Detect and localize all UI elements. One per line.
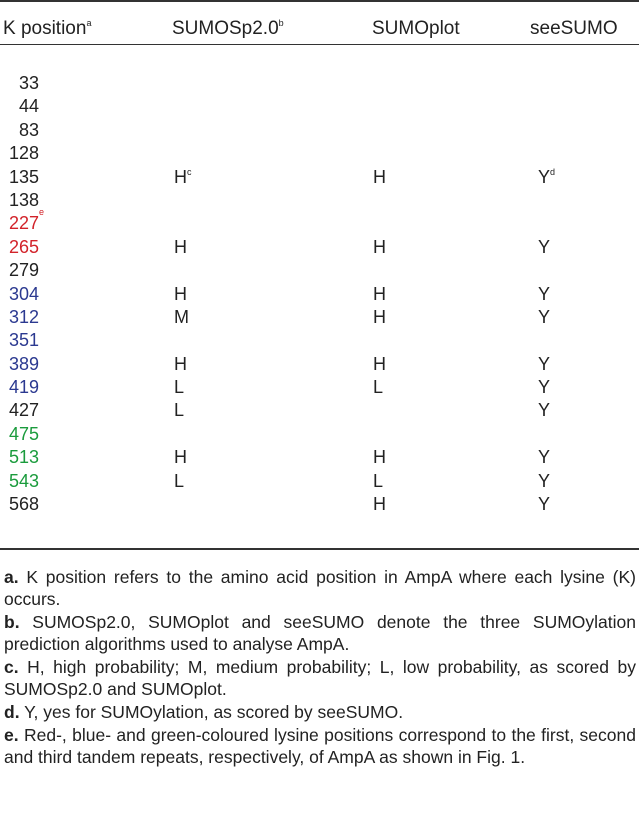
seesumo-cell: $Y^d$ xyxy=(538,166,556,187)
seesumo-cell: Y xyxy=(538,400,551,421)
sumoplot-cell: H xyxy=(373,353,386,374)
footnote-text: Red-, blue- and green-coloured lysine positions correspond to the first, second and third tandem repeats, respectively, of AmpA as shown in Fig. 1. xyxy=(4,725,636,767)
bottom-rule xyxy=(0,548,639,550)
sumoplot-cell: H xyxy=(373,494,386,515)
table-row xyxy=(0,95,642,118)
footnote-text: SUMOSp2.0, SUMOplot and seeSUMO denote the three SUMOylation prediction algorithms used to analyse AmpA. xyxy=(4,612,636,654)
table-row xyxy=(0,399,642,422)
k-position-cell: 427 xyxy=(8,400,39,421)
k-position-cell: 389 xyxy=(8,353,39,374)
footnote-label: b. xyxy=(4,612,20,632)
sumosp-cell: L xyxy=(174,470,185,491)
footnote-label: e. xyxy=(4,725,19,745)
table-row xyxy=(0,470,642,493)
footnote-label: c. xyxy=(4,657,19,677)
footnote-text: H, high probability; M, medium probability; L, low probability, as scored by SUMOSp2.0 and SUMOplot. xyxy=(4,657,636,699)
seesumo-cell: Y xyxy=(538,447,551,468)
header-sumoplot: SUMOplot xyxy=(372,18,460,39)
table-row xyxy=(0,236,642,259)
footnote xyxy=(4,724,636,768)
table-row xyxy=(0,119,642,142)
sumoplot-cell: H xyxy=(373,447,386,468)
seesumo-cell: Y xyxy=(538,377,551,398)
table-row xyxy=(0,142,642,165)
top-rule xyxy=(0,0,639,2)
table-row xyxy=(0,493,642,516)
k-position-cell: 351 xyxy=(8,330,39,351)
seesumo-cell: Y xyxy=(538,283,551,304)
sumoplot-cell: H xyxy=(373,283,386,304)
sumosp-cell: H xyxy=(174,353,187,374)
k-position-cell: 83 xyxy=(18,119,39,140)
k-position-cell: 513 xyxy=(8,447,39,468)
seesumo-cell: Y xyxy=(538,494,551,515)
seesumo-cell: Y xyxy=(538,236,551,257)
footnote xyxy=(4,611,636,655)
sumoplot-cell: L xyxy=(373,470,384,491)
table-row xyxy=(0,189,642,212)
sumoplot-cell: L xyxy=(373,377,384,398)
k-position-cell: 33 xyxy=(18,73,39,93)
header-seesumo: seeSUMO xyxy=(530,18,618,39)
k-position-cell: 44 xyxy=(18,96,39,117)
k-position-cell: 475 xyxy=(8,423,39,444)
footnotes xyxy=(4,566,636,769)
footnote xyxy=(4,656,636,700)
table-row xyxy=(0,423,642,446)
sumoplot-cell: H xyxy=(373,236,386,257)
k-position-cell: 227 e xyxy=(8,207,45,234)
k-position-cell: 265 xyxy=(8,236,39,257)
table-row xyxy=(0,283,642,306)
k-position-cell: 135 xyxy=(8,166,39,187)
seesumo-cell: Y xyxy=(538,470,551,491)
header-k-position: K position$^a$ xyxy=(3,18,92,39)
footnote-text: K position refers to the amino acid position in AmpA where each lysine (K) occurs. xyxy=(4,567,636,609)
k-position-cell: 312 xyxy=(8,306,39,327)
k-position-cell: 568 xyxy=(8,494,39,515)
footnote-label: a. xyxy=(4,567,19,587)
header-sumosp: SUMOSp2.0$^b$ xyxy=(172,18,284,39)
sumosp-cell: H xyxy=(174,236,187,257)
table-row xyxy=(0,329,642,352)
table-row xyxy=(0,72,642,95)
table-row xyxy=(0,306,642,329)
sumosp-cell: L xyxy=(174,377,185,398)
table-row xyxy=(0,259,642,282)
k-position-cell: 304 xyxy=(8,283,39,304)
k-position-cell: 128 xyxy=(8,143,39,164)
k-position-cell: 138 xyxy=(8,189,39,210)
table-header xyxy=(0,18,642,42)
sumosp-cell: H xyxy=(174,283,187,304)
table-row xyxy=(0,446,642,469)
footnote xyxy=(4,701,636,723)
sumosp-cell: M xyxy=(174,306,189,327)
sumoplot-cell: H xyxy=(373,306,386,327)
footnote-text: Y, yes for SUMOylation, as scored by seeSUMO. xyxy=(24,702,404,722)
seesumo-cell: Y xyxy=(538,353,551,374)
header-rule xyxy=(0,44,639,45)
sumosp-cell: L xyxy=(174,400,185,421)
sumosp-cell: $H^c$ xyxy=(174,166,192,187)
seesumo-cell: Y xyxy=(538,306,551,327)
table-row xyxy=(0,353,642,376)
footnote-label: d. xyxy=(4,702,20,722)
table-row xyxy=(0,207,642,235)
sumoplot-cell: H xyxy=(373,166,386,187)
k-position-cell: 279 xyxy=(8,260,39,281)
k-position-cell: 543 xyxy=(8,470,39,491)
sumosp-cell: H xyxy=(174,447,187,468)
table-body xyxy=(0,72,642,516)
footnote xyxy=(4,566,636,610)
table-row xyxy=(0,166,642,189)
table-row xyxy=(0,376,642,399)
k-position-cell: 419 xyxy=(8,377,39,398)
